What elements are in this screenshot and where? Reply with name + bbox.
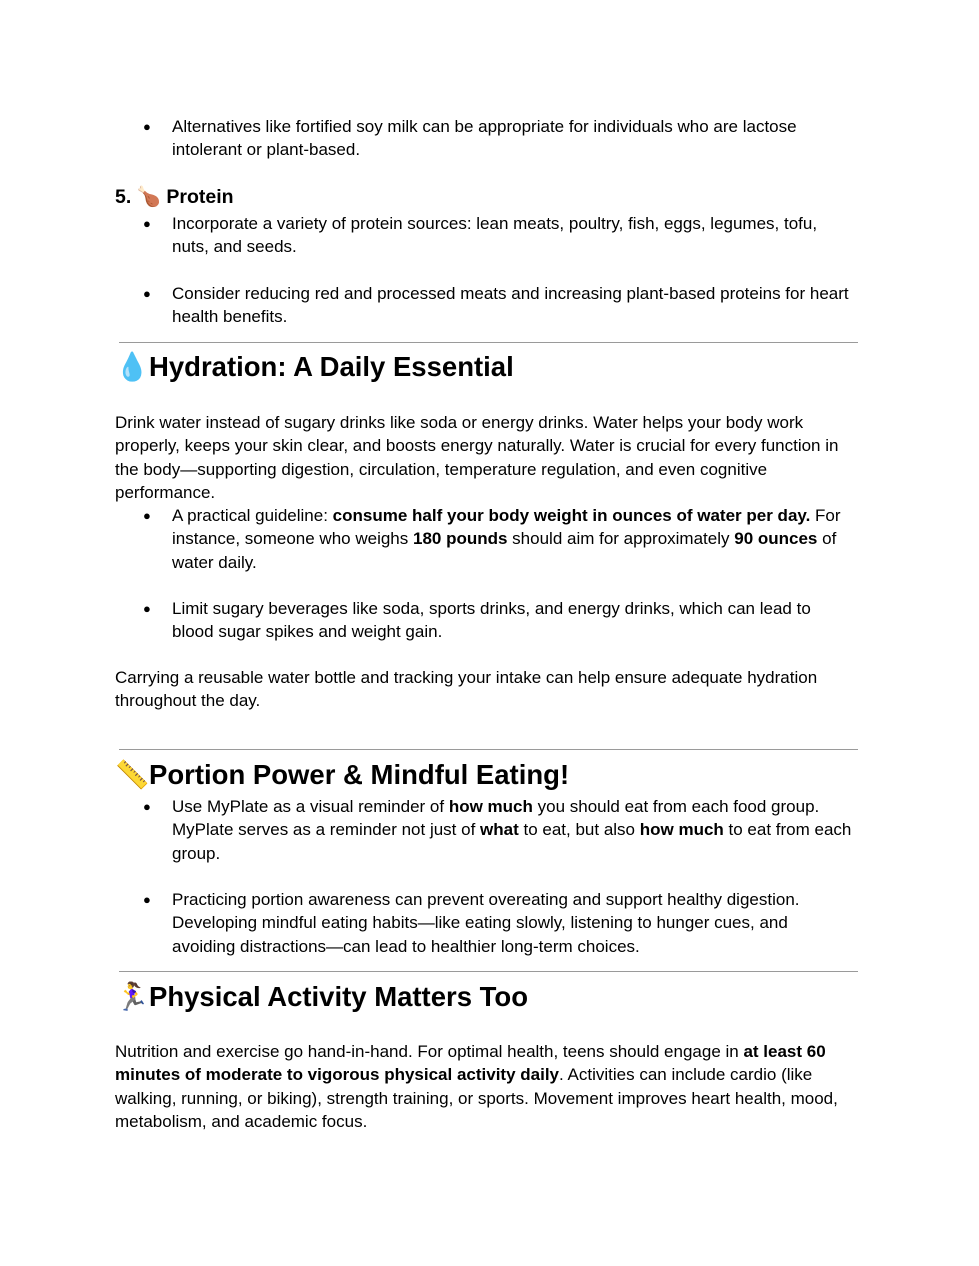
portion-bullet-1: Use MyPlate as a visual reminder of how much you should eat from each food group. MyPlate serves as a reminder not just of what to eat, but also how much to eat from each group. (172, 797, 852, 863)
bullet-dot: ● (143, 508, 151, 523)
dairy-bullet-1: Alternatives like fortified soy milk can be appropriate for individuals who are lactose intolerant or plant-based. (172, 117, 797, 160)
protein-bullet-1: Incorporate a variety of protein sources: lean meats, poultry, fish, eggs, legumes, tofu, nuts, and seeds. (172, 214, 818, 257)
protein-heading (115, 185, 234, 209)
protein-bullet-2: Consider reducing red and processed meats and increasing plant-based proteins for heart health benefits. (172, 284, 849, 327)
portion-title: Portion Power & Mindful Eating! (149, 759, 570, 790)
activity-title: Physical Activity Matters Too (149, 981, 528, 1012)
portion-heading (115, 758, 569, 792)
protein-title: Protein (166, 186, 234, 208)
drumstick-icon: 🍗 (136, 186, 161, 208)
runner-icon: 🏃‍♀️ (115, 981, 150, 1012)
portion-bullet-2: Practicing portion awareness can prevent overeating and support healthy digestion. Developing mindful eating habits—like eating slowly, listening to hunger cues, and avoiding distractions—can lead to healthier long-term choices. (172, 890, 800, 956)
ruler-icon: 📏 (115, 759, 150, 790)
bullet-dot: ● (143, 286, 151, 301)
bullet-dot: ● (143, 799, 151, 814)
activity-paragraph: Nutrition and exercise go hand-in-hand. For optimal health, teens should engage in at least 60 minutes of moderate to vigorous physical activity daily. Activities can include cardio (like walking, running, or biking), strength training, or sports. Movement improves heart health, mood, metabolism, and academic focus. (115, 1042, 838, 1131)
droplet-icon: 💧 (115, 351, 150, 382)
bullet-dot: ● (143, 601, 151, 616)
divider (119, 342, 858, 343)
hydration-heading (115, 350, 514, 384)
divider (119, 749, 858, 750)
divider (119, 971, 858, 972)
bullet-dot: ● (143, 119, 151, 134)
hydration-outro: Carrying a reusable water bottle and tracking your intake can help ensure adequate hydration throughout the day. (115, 668, 818, 711)
hydration-bullet-1: A practical guideline: consume half your body weight in ounces of water per day. For instance, someone who weighs 180 pounds should aim for approximately 90 ounces of water daily. (172, 506, 841, 572)
hydration-bullet-2: Limit sugary beverages like soda, sports drinks, and energy drinks, which can lead to blood sugar spikes and weight gain. (172, 599, 811, 642)
hydration-title: Hydration: A Daily Essential (149, 351, 514, 382)
hydration-intro: Drink water instead of sugary drinks like soda or energy drinks. Water helps your body work properly, keeps your skin clear, and boosts energy naturally. Water is crucial for every function in the body—supporting digestion, circulation, temperature regulation, and even cognitive performance. (115, 413, 839, 502)
protein-number: 5. (115, 186, 132, 208)
bullet-dot: ● (143, 892, 151, 907)
bullet-dot: ● (143, 216, 151, 231)
activity-heading (115, 980, 528, 1014)
